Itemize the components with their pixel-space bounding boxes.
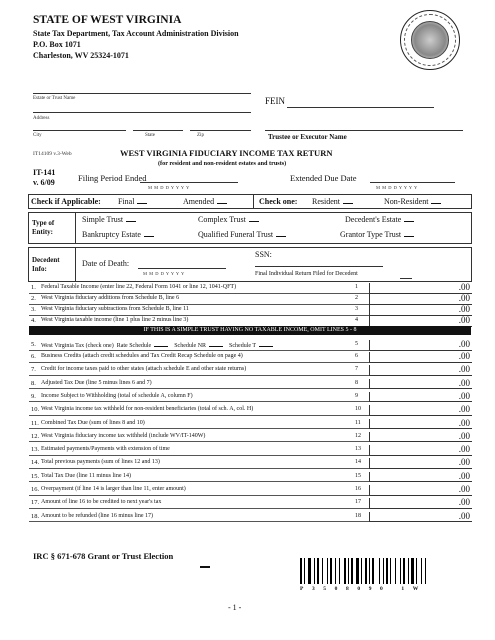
line-num: 8. xyxy=(31,379,36,387)
line-amount[interactable] xyxy=(369,365,472,376)
decedent-label-1: Decedent xyxy=(32,256,60,264)
grantor-trust-option[interactable] xyxy=(340,230,414,239)
line-5-amount[interactable] xyxy=(369,340,472,351)
line-item xyxy=(29,432,471,443)
line-amount-value: .00 xyxy=(458,497,470,508)
line-5-label: West Virginia Tax (check one) xyxy=(41,343,114,349)
resident-option[interactable] xyxy=(312,197,353,206)
line-amount[interactable] xyxy=(369,445,472,456)
line-num: 17. xyxy=(31,499,40,507)
line-item xyxy=(29,352,471,363)
line-ref: 7 xyxy=(355,366,358,373)
check-one-label: Check one: xyxy=(259,197,298,206)
line-item xyxy=(29,392,471,403)
dept-line: State Tax Department, Tax Account Administration Division xyxy=(33,29,239,38)
line-text: Amount of line 16 to be credited to next year's tax xyxy=(41,499,162,506)
line-amount-value: .00 xyxy=(458,351,470,361)
final-return-field[interactable] xyxy=(400,278,412,279)
line-amount-value: .00 xyxy=(458,364,470,375)
line-amount[interactable] xyxy=(369,485,472,496)
line-amount[interactable] xyxy=(369,405,472,416)
irc-election-label: IRC § 671-678 Grant or Trust Election xyxy=(33,551,174,561)
decedents-estate-option[interactable] xyxy=(345,215,414,224)
form-subtitle: (for resident and non-resident estates and trusts) xyxy=(158,160,287,167)
barcode-icon xyxy=(300,558,455,584)
line-text: West Virginia fiduciary income tax withheld (include WV/IT-140W) xyxy=(41,432,206,439)
filing-period-mask: M M D D Y Y Y Y xyxy=(148,185,190,190)
line-num: 4. xyxy=(31,317,36,324)
final-return-label: Final Individual Return Filed for Decedent xyxy=(255,271,358,277)
schedule-nr-label: Schedule NR xyxy=(174,343,207,349)
line-num: 12. xyxy=(31,432,40,440)
line-item xyxy=(29,405,471,416)
line-ref: 15 xyxy=(355,472,361,479)
line-item xyxy=(29,316,471,327)
line-amount[interactable] xyxy=(369,432,472,443)
line-num: 15. xyxy=(31,472,40,480)
decedent-label-2: Info: xyxy=(32,265,47,273)
line-num: 18. xyxy=(31,512,40,520)
line-ref: 17 xyxy=(355,499,361,506)
line-num: 10. xyxy=(31,406,40,414)
line-text: West Virginia fiduciary subtractions from Schedule B, line 11 xyxy=(41,306,189,312)
line-num: 13. xyxy=(31,446,40,454)
line-amount-value: .00 xyxy=(458,315,470,325)
line-num: 16. xyxy=(31,486,40,493)
line-text: Estimated payments/Payments with extension of time xyxy=(41,446,170,453)
rate-schedule-label: Rate Schedule xyxy=(116,343,152,349)
line-ref: 14 xyxy=(355,459,361,466)
line-amount-value: .00 xyxy=(458,510,470,521)
qualified-funeral-option[interactable] xyxy=(198,230,286,239)
line-ref: 6 xyxy=(355,353,358,359)
address-label: Address xyxy=(33,116,50,121)
ssn-field[interactable] xyxy=(255,266,383,267)
entity-label-2: Entity: xyxy=(32,228,53,236)
schedule-t-label: Schedule T xyxy=(229,343,257,349)
line-num: 9. xyxy=(31,392,36,400)
extended-due-label: Extended Due Date xyxy=(290,173,357,183)
filing-period-field[interactable] xyxy=(140,182,238,183)
line-5-ref: 5 xyxy=(355,341,358,347)
line-item xyxy=(29,485,471,496)
line-amount[interactable] xyxy=(369,512,472,523)
line-item xyxy=(29,445,471,456)
line-item xyxy=(29,498,471,509)
estate-name-label: Estate or Trust Name xyxy=(33,96,76,101)
line-num: 6. xyxy=(31,353,36,360)
line-5 xyxy=(29,340,471,351)
form-number: IT-141 xyxy=(33,168,56,177)
line-amount-value: .00 xyxy=(458,404,470,415)
fein-label: FEIN xyxy=(265,96,285,106)
line-ref: 2 xyxy=(355,295,358,301)
form-version: v. 6/09 xyxy=(33,178,55,187)
line-item xyxy=(29,283,471,294)
line-text: Combined Tax Due (sum of lines 8 and 10) xyxy=(41,419,145,426)
dod-field[interactable] xyxy=(138,268,226,269)
line-amount[interactable] xyxy=(369,283,472,294)
rate-schedule-check[interactable] xyxy=(154,341,168,347)
line-5-amount-value: .00 xyxy=(458,339,470,349)
line-ref: 13 xyxy=(355,446,361,453)
line-text: West Virginia fiduciary additions from Schedule B, line 6 xyxy=(41,295,180,301)
line-text: Federal Taxable Income (enter line 22, Federal Form 1041 or line 12, 1041-QFT) xyxy=(41,284,237,290)
line-amount-value: .00 xyxy=(458,293,470,303)
line-5-num: 5. xyxy=(31,341,36,348)
po-box-line: P.O. Box 1071 xyxy=(33,40,81,49)
schedule-nr-check[interactable] xyxy=(209,341,223,347)
line-amount-value: .00 xyxy=(458,444,470,455)
complex-trust-label: Complex Trust xyxy=(198,215,246,224)
line-item xyxy=(29,472,471,483)
form-title: WEST VIRGINIA FIDUCIARY INCOME TAX RETURN xyxy=(120,148,333,158)
line-amount[interactable] xyxy=(369,472,472,483)
fein-field[interactable] xyxy=(287,107,434,108)
line-text: West Virginia taxable income (line 1 plus line 2 minus line 3) xyxy=(41,317,189,323)
amended-label: Amended xyxy=(183,197,215,206)
line-item xyxy=(29,512,471,523)
state-title: STATE OF WEST VIRGINIA xyxy=(33,14,182,26)
line-amount[interactable] xyxy=(369,392,472,403)
line-item xyxy=(29,458,471,469)
line-ref: 18 xyxy=(355,512,361,519)
dod-mask: M M D D Y Y Y Y xyxy=(143,271,185,276)
line-item xyxy=(29,419,471,430)
line-num: 11. xyxy=(31,419,39,427)
line-ref: 4 xyxy=(355,317,358,323)
trustee-label: Trustee or Executor Name xyxy=(268,133,347,141)
line-ref: 1 xyxy=(355,284,358,290)
ssn-label: SSN: xyxy=(255,250,272,259)
line-num: 2. xyxy=(31,295,36,302)
line-amount[interactable] xyxy=(369,419,472,430)
line-ref: 3 xyxy=(355,306,358,312)
line-item xyxy=(29,379,471,390)
line-ref: 8 xyxy=(355,379,358,386)
state-seal-icon xyxy=(400,10,460,70)
zip-label: Zip xyxy=(197,133,204,138)
city-line: Charleston, WV 25324-1071 xyxy=(33,51,129,60)
decedents-estate-label: Decedent's Estate xyxy=(345,215,402,224)
line-text: Business Credits (attach credit schedules and Tax Credit Recap Schedule on page 4) xyxy=(41,353,243,359)
nonresident-option[interactable] xyxy=(384,197,441,206)
line-amount-value: .00 xyxy=(458,470,470,481)
simple-trust-banner: IF THIS IS A SIMPLE TRUST HAVING NO TAXABLE INCOME, OMIT LINES 5 - 8 xyxy=(29,326,471,335)
irc-election-check[interactable] xyxy=(200,566,210,568)
line-ref: 9 xyxy=(355,392,358,399)
line-amount[interactable] xyxy=(369,316,472,327)
line-item xyxy=(29,365,471,376)
filing-period-label: Filing Period Ended xyxy=(78,173,147,183)
line-num: 14. xyxy=(31,459,40,467)
barcode-text: P3508090 1W xyxy=(300,586,427,592)
bankruptcy-estate-label: Bankruptcy Estate xyxy=(82,230,141,239)
line-text: Adjusted Tax Due (line 5 minus lines 6 and 7) xyxy=(41,379,152,386)
page-number: - 1 - xyxy=(228,603,242,612)
check-applicable-label: Check if Applicable: xyxy=(31,197,101,206)
line-text: West Virginia income tax withheld for non-resident beneficiaries (total of sch. A, col. H) xyxy=(41,406,254,413)
line-text: Total Tax Due (line 11 minus line 14) xyxy=(41,472,131,479)
line-num: 7. xyxy=(31,366,36,374)
line-item xyxy=(29,305,471,316)
line-amount[interactable] xyxy=(369,294,472,305)
line-ref: 11 xyxy=(355,419,361,426)
trustee-field[interactable] xyxy=(265,130,463,131)
line-amount-value: .00 xyxy=(458,304,470,314)
schedule-t-check[interactable] xyxy=(259,341,273,347)
line-amount-value: .00 xyxy=(458,484,470,494)
simple-trust-label: Simple Trust xyxy=(82,215,124,224)
nonresident-label: Non-Resident xyxy=(384,197,429,206)
line-amount[interactable] xyxy=(369,379,472,390)
grantor-trust-label: Grantor Type Trust xyxy=(340,230,402,239)
line-text: Total previous payments (sum of lines 12 and 13) xyxy=(41,459,160,466)
final-label: Final xyxy=(118,197,135,206)
line-ref: 10 xyxy=(355,406,361,413)
line-5-text xyxy=(41,341,273,349)
line-text: Income Subject to Withholding (total of schedule A, column F) xyxy=(41,392,193,399)
state-label: State xyxy=(145,133,155,138)
line-amount-value: .00 xyxy=(458,282,470,292)
line-ref: 16 xyxy=(355,486,361,492)
entity-label-1: Type of xyxy=(32,219,55,227)
line-ref: 12 xyxy=(355,432,361,439)
bankruptcy-estate-option[interactable] xyxy=(82,230,154,239)
line-amount-value: .00 xyxy=(458,390,470,401)
extended-due-mask: M M D D Y Y Y Y xyxy=(376,185,418,190)
extended-due-field[interactable] xyxy=(370,182,455,183)
line-amount[interactable] xyxy=(369,352,472,363)
qualified-funeral-label: Qualified Funeral Trust xyxy=(198,230,274,239)
line-amount-value: .00 xyxy=(458,430,470,441)
line-amount-value: .00 xyxy=(458,377,470,388)
form-code: IT14109 v.3-Web xyxy=(33,151,72,157)
line-amount[interactable] xyxy=(369,305,472,316)
city-label: City xyxy=(33,133,42,138)
line-text: Amount to be refunded (line 16 minus line 17) xyxy=(41,512,153,519)
complex-trust-option[interactable] xyxy=(198,215,259,224)
line-item xyxy=(29,294,471,305)
line-text: Credit for income taxes paid to other states (attach schedule E and other state returns) xyxy=(41,366,247,373)
line-num: 1. xyxy=(31,284,36,291)
resident-label: Resident xyxy=(312,197,340,206)
line-amount-value: .00 xyxy=(458,417,470,428)
line-amount-value: .00 xyxy=(458,457,470,468)
line-amount[interactable] xyxy=(369,498,472,509)
amended-option[interactable] xyxy=(183,197,227,206)
line-num: 3. xyxy=(31,306,36,313)
final-option[interactable] xyxy=(118,197,147,206)
dod-label: Date of Death: xyxy=(82,259,130,268)
line-amount[interactable] xyxy=(369,458,472,469)
simple-trust-option[interactable] xyxy=(82,215,136,224)
line-text: Overpayment (if line 14 is larger than line 11, enter amount) xyxy=(41,486,186,492)
